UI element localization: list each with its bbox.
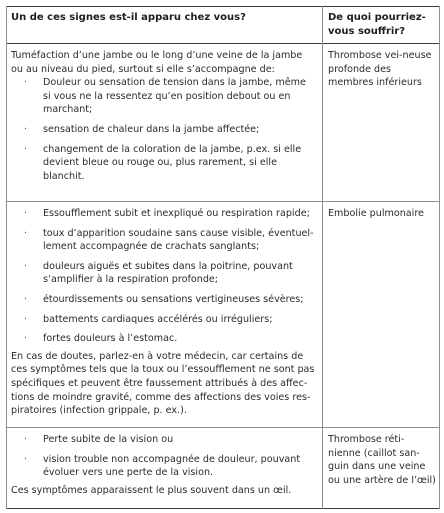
list-item: · fortes douleurs à l’estomac. [24, 333, 178, 345]
table-row-symptoms [11, 433, 315, 497]
list-item: · Douleur ou sensation de tension dans la jambe, même si vous ne la ressentez qu’en position debout ou en marchant; [24, 77, 306, 116]
symptom-table [6, 6, 440, 509]
list-item: · changement de la coloration de la jambe, p.ex. si elle devient bleue ou rouge ou, plus rarement, si elle blanchit. [24, 143, 302, 182]
table-row-symptoms [11, 207, 315, 418]
bullet-icon: · [24, 453, 28, 465]
row-intro: Tuméfaction d’une jambe ou le long d’une veine de la jambe ou au niveau du pied, surtout si elle s’accompagne de: [11, 50, 303, 75]
symptom-list [11, 76, 315, 183]
symptom-list [11, 207, 315, 346]
bullet-icon: · [24, 260, 28, 272]
table-header-rule [6, 43, 440, 44]
row-divider [6, 427, 440, 428]
diagnosis-cell: Embolie pulmonaire [328, 208, 424, 219]
diagnosis-cell: Thrombose réti-nienne (caillot san-guin dans une veine ou une artère de l’œil) [328, 434, 436, 486]
list-item: · vision trouble non accompagnée de douleur, pouvant évoluer vers une perte de la vision. [24, 453, 301, 479]
list-item: · battements cardiaques accélérés ou irréguliers; [24, 313, 273, 325]
row-note: En cas de doutes, parlez-en à votre médecin, car certains de ces symptômes tels que la toux ou l’essoufflement ne sont pas spécifiques et peuvent être faussement attribués à des affec-tions de moindre gravité, comme des affections des voies res-piratoires (infection grippale, p. ex.). [11, 350, 315, 417]
list-item: · sensation de chaleur dans la jambe affectée; [24, 123, 260, 135]
diagnosis-cell: Thrombose vei-neuse profonde des membres inférieurs [328, 50, 432, 89]
row-divider [6, 201, 440, 202]
bullet-icon: · [24, 208, 28, 219]
bullet-icon: · [24, 77, 28, 89]
table-top-rule [6, 6, 440, 7]
row-note: Ces symptômes apparaissent le plus souvent dans un œil. [11, 484, 292, 496]
bullet-icon: · [24, 333, 28, 345]
table-row-symptoms [11, 49, 315, 183]
bullet-icon: · [24, 313, 28, 325]
column-divider [322, 6, 323, 509]
list-item: · toux d’apparition soudaine sans cause visible, éventuel-lement accompagnée de crachats sanglants; [24, 227, 314, 253]
table-left-border [6, 6, 7, 509]
bullet-icon: · [24, 123, 28, 135]
table-bottom-rule [6, 508, 440, 509]
list-item: · Essoufflement subit et inexpliqué ou respiration rapide; [24, 208, 310, 219]
list-item: · douleurs aiguës et subites dans la poitrine, pouvant s’amplifier à la respiration profonde; [24, 260, 293, 286]
table-right-border [439, 6, 440, 509]
list-item: · étourdissements ou sensations vertigineuses sévères; [24, 293, 304, 305]
bullet-icon: · [24, 227, 28, 239]
header-diagnosis: De quoi pourriez-vous souffrir? [328, 12, 426, 37]
bullet-icon: · [24, 293, 28, 305]
bullet-icon: · [24, 434, 28, 445]
bullet-icon: · [24, 143, 28, 155]
header-symptoms: Un de ces signes est-il apparu chez vous? [11, 12, 246, 23]
list-item: · Perte subite de la vision ou [24, 434, 174, 445]
symptom-list [11, 433, 315, 480]
